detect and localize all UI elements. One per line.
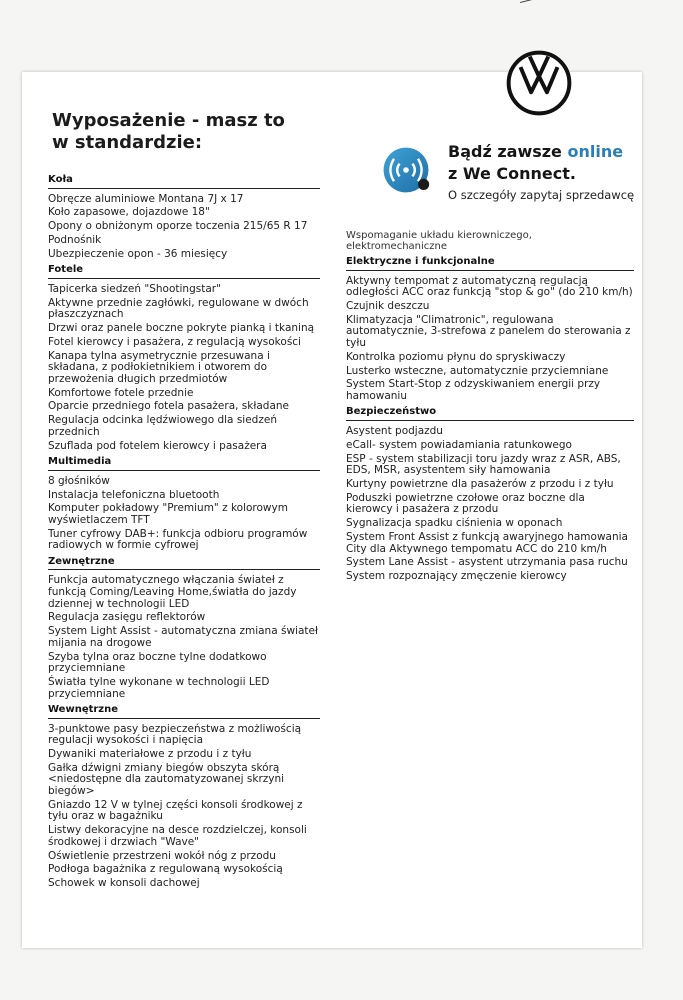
equipment-item: 3-punktowe pasy bezpieczeństwa z możliwością regulacji wysokości i napięcia <box>48 722 302 747</box>
equipment-item: System Light Assist - automatyczna zmiana świateł mijania na drogowe <box>48 625 318 649</box>
equipment-item: 8 głośników <box>48 474 110 487</box>
equipment-item: Sygnalizacja spadku ciśnienia w oponach <box>346 517 563 530</box>
equipment-item: Poduszki powietrzne czołowe oraz boczne dla kierowcy i pasażera z przodu <box>346 491 585 516</box>
we-connect-headline <box>448 142 623 161</box>
page-corner-edge <box>520 0 675 3</box>
right-sections <box>346 256 634 583</box>
equipment-item: Oświetlenie przestrzeni wokół nóg z przodu <box>48 849 276 862</box>
equipment-item: Komputer pokładowy "Premium" z kolorowym wyświetlaczem TFT <box>48 502 288 526</box>
equipment-item: Regulacja odcinka lędźwiowego dla siedzeń przednich <box>48 414 277 438</box>
equipment-item: Drzwi oraz panele boczne pokryte pianką i tkaniną <box>48 322 315 335</box>
equipment-item: Ubezpieczenie opon - 36 miesięcy <box>48 247 228 260</box>
right-column <box>346 230 634 585</box>
equipment-item: Koło zapasowe, dojazdowe 18" <box>48 206 210 219</box>
equipment-item: Instalacja telefoniczna bluetooth <box>48 488 220 501</box>
right-intro-item: Wspomaganie układu kierowniczego, elektromechaniczne <box>346 230 532 252</box>
equipment-item: Kanapa tylna asymetrycznie przesuwana i składana, z podłokietnikiem i otworem do przewożenia długich przedmiotów <box>48 349 270 385</box>
section-wewnetrzne <box>48 704 320 890</box>
section-bezpieczenstwo <box>346 406 634 582</box>
equipment-item: System Lane Assist - asystent utrzymania pasa ruchu <box>346 556 628 569</box>
equipment-item: Podnośnik <box>48 233 102 246</box>
equipment-item: Podłoga bagażnika z regulowaną wysokością <box>48 863 283 876</box>
equipment-item: Kurtyny powietrzne dla pasażerów z przodu i z tyłu <box>346 478 614 490</box>
equipment-item: Aktywne przednie zagłówki, regulowane w dwóch płaszczyznach <box>48 296 309 321</box>
we-connect-subheadline: z We Connect. <box>448 164 576 183</box>
page-title <box>52 110 285 154</box>
equipment-item: Regulacja zasięgu reflektorów <box>48 611 206 624</box>
page-title-line2: w standardzie: <box>52 132 203 153</box>
section-multimedia <box>48 456 320 552</box>
section-zewnetrzne <box>48 556 320 700</box>
equipment-item: System Start-Stop z odzyskiwaniem energii przy hamowaniu <box>346 378 601 402</box>
equipment-item: Tapicerka siedzeń "Shootingstar" <box>48 282 221 295</box>
section-heading: Zewnętrzne <box>48 556 320 571</box>
equipment-item: Obręcze aluminiowe Montana 7J x 17 <box>48 192 244 205</box>
equipment-item: Aktywny tempomat z automatyczną regulacją odległości ACC oraz funkcją "stop & go" (do 210 km/h) <box>346 274 633 299</box>
section-heading: Wewnętrzne <box>48 704 320 719</box>
section-elektryczne-i-funkcjonalne <box>346 256 634 402</box>
equipment-item: Czujnik deszczu <box>346 299 430 312</box>
equipment-item: Klimatyzacja "Climatronic", regulowana automatycznie, 3-strefowa z panelem do sterowania z tyłu <box>346 313 631 349</box>
equipment-item: Fotel kierowcy i pasażera, z regulacją wysokości <box>48 335 301 348</box>
equipment-item: Funkcja automatycznego włączania świateł z funkcją Coming/Leaving Home,światła do jazdy dziennej w technologii LED <box>48 574 297 610</box>
section-fotele <box>48 264 320 452</box>
we-connect-online: online <box>567 142 624 161</box>
section-kola <box>48 174 320 260</box>
equipment-item: Gałka dźwigni zmiany biegów obszyta skórą <niedostępne dla zautomatyzowanej skrzyni biegów> <box>48 761 285 798</box>
equipment-item: Tuner cyfrowy DAB+: funkcja odbioru programów radiowych w formie cyfrowej <box>48 527 308 552</box>
section-heading: Bezpieczeństwo <box>346 406 634 421</box>
we-connect-prefix: Bądź zawsze <box>448 142 562 161</box>
section-heading: Elektryczne i funkcjonalne <box>346 256 634 271</box>
equipment-item: Światła tylne wykonane w technologii LED przyciemniane <box>48 675 270 700</box>
equipment-item: Komfortowe fotele przednie <box>48 386 194 399</box>
left-column <box>48 170 320 892</box>
vw-logo-icon <box>506 50 572 116</box>
equipment-item: Oparcie przedniego fotela pasażera, składane <box>48 400 289 413</box>
section-heading: Fotele <box>48 264 320 279</box>
equipment-item: Kontrolka poziomu płynu do spryskiwaczy <box>346 350 566 363</box>
equipment-item: eCall- system powiadamiania ratunkowego <box>346 438 572 451</box>
section-heading: Koła <box>48 174 320 189</box>
equipment-item: Lusterko wsteczne, automatycznie przyciemniane <box>346 364 609 377</box>
equipment-item: Szuflada pod fotelem kierowcy i pasażera <box>48 439 267 452</box>
equipment-item: Asystent podjazdu <box>346 425 443 438</box>
equipment-item: Opony o obniżonym oporze toczenia 215/65 R 17 <box>48 220 308 233</box>
equipment-item: Szyba tylna oraz boczne tylne dodatkowo przyciemniane <box>48 650 267 675</box>
we-connect-banner <box>378 140 648 210</box>
equipment-item: System rozpoznający zmęczenie kierowcy <box>346 570 567 583</box>
equipment-item: Dywaniki materiałowe z przodu i z tyłu <box>48 748 252 761</box>
we-connect-note: O szczegóły zapytaj sprzedawcę <box>448 188 635 202</box>
we-connect-icon <box>382 146 430 194</box>
page-title-line1: Wyposażenie - masz to <box>52 110 285 131</box>
equipment-item: System Front Assist z funkcją awaryjnego hamowania City dla Aktywnego tempomatu ACC do 210 km/h <box>346 530 628 555</box>
equipment-item: Listwy dekoracyjne na desce rozdzielczej, konsoli środkowej i drzwiach "Wave" <box>48 824 307 848</box>
section-heading: Multimedia <box>48 456 320 471</box>
equipment-item: Schowek w konsoli dachowej <box>48 877 200 890</box>
equipment-item: Gniazdo 12 V w tylnej części konsoli środkowej z tyłu oraz w bagażniku <box>48 798 303 823</box>
equipment-item: ESP - system stabilizacji toru jazdy wraz z ASR, ABS, EDS, MSR, asystentem siły hamowania <box>346 452 621 477</box>
